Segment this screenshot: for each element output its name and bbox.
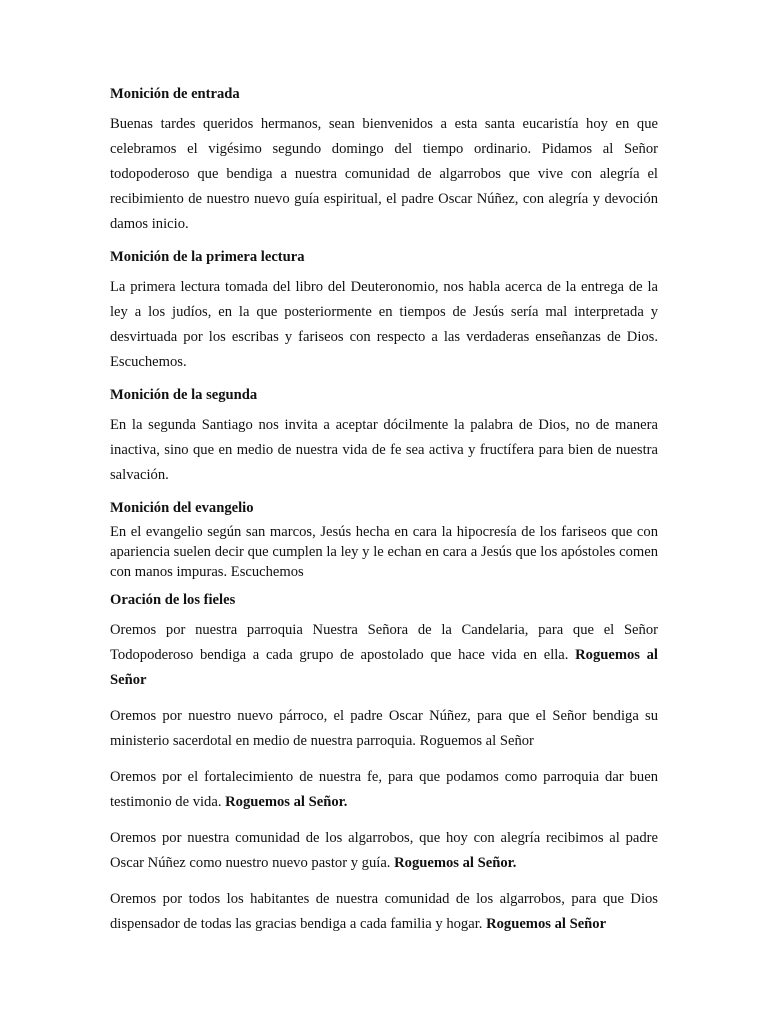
heading-evangelio: Monición del evangelio bbox=[110, 500, 254, 516]
prayer-item bbox=[110, 826, 658, 876]
prayer-response: Roguemos al Señor. bbox=[225, 794, 348, 810]
prayer-item bbox=[110, 704, 658, 754]
paragraph-monicion-entrada: Buenas tardes queridos hermanos, sean bienvenidos a esta santa eucaristía hoy en que celebramos el vigésimo segundo domingo del tiempo ordinario. Pidamos al Señor todopoderoso que bendiga a nuestra comunidad de algarrobos que vive con alegría el recibimiento de nuestro nuevo guía espiritual, el padre Oscar Núñez, con alegría y devoción damos inicio. bbox=[110, 116, 658, 232]
paragraph-segunda-lectura: En la segunda Santiago nos invita a aceptar dócilmente la palabra de Dios, no de manera inactiva, sino que en medio de nuestra vida de fe sea activa y fructífera para bien de nuestra salvación. bbox=[110, 417, 658, 483]
heading-segunda-lectura: Monición de la segunda bbox=[110, 387, 258, 403]
paragraph-evangelio: En el evangelio según san marcos, Jesús hecha en cara la hipocresía de los fariseos que con apariencia suelen decir que cumplen la ley y le echan en cara a Jesús que los apóstoles comen con manos impuras. Escuchemos bbox=[110, 524, 658, 580]
document-body bbox=[110, 84, 658, 948]
prayer-text: Oremos por nuestra parroquia Nuestra Señora de la Candelaria, para que el Señor Todopoderoso bendiga a cada grupo de apostolado que hace vida en ella. bbox=[110, 622, 658, 663]
paragraph-primera-lectura: La primera lectura tomada del libro del Deuteronomio, nos habla acerca de la entrega de la ley a los judíos, en la que posteriormente en tiempos de Jesús sería mal interpretada y desvirtuada por los escribas y fariseos con respecto a las verdaderas enseñanzas de Dios. Escuchemos. bbox=[110, 279, 658, 370]
prayer-text: Oremos por nuestra comunidad de los algarrobos, que hoy con alegría recibimos al padre Oscar Núñez como nuestro nuevo pastor y guía. bbox=[110, 830, 658, 871]
prayer-response: Roguemos al Señor bbox=[110, 647, 658, 688]
heading-primera-lectura: Monición de la primera lectura bbox=[110, 249, 305, 265]
prayer-item bbox=[110, 765, 658, 815]
prayer-item bbox=[110, 887, 658, 937]
prayer-item bbox=[110, 618, 658, 693]
heading-monicion-entrada: Monición de entrada bbox=[110, 86, 240, 102]
heading-oracion-fieles: Oración de los fieles bbox=[110, 592, 236, 608]
prayer-response: Roguemos al Señor bbox=[486, 916, 607, 932]
prayer-text: Oremos por el fortalecimiento de nuestra fe, para que podamos como parroquia dar buen testimonio de vida. bbox=[110, 769, 658, 810]
prayer-text: Oremos por todos los habitantes de nuestra comunidad de los algarrobos, para que Dios dispensador de todas las gracias bendiga a cada familia y hogar. bbox=[110, 891, 658, 932]
prayer-text: Oremos por nuestro nuevo párroco, el padre Oscar Núñez, para que el Señor bendiga su ministerio sacerdotal en medio de nuestra parroquia. Roguemos al Señor bbox=[110, 708, 658, 749]
prayer-response: Roguemos al Señor. bbox=[394, 855, 517, 871]
